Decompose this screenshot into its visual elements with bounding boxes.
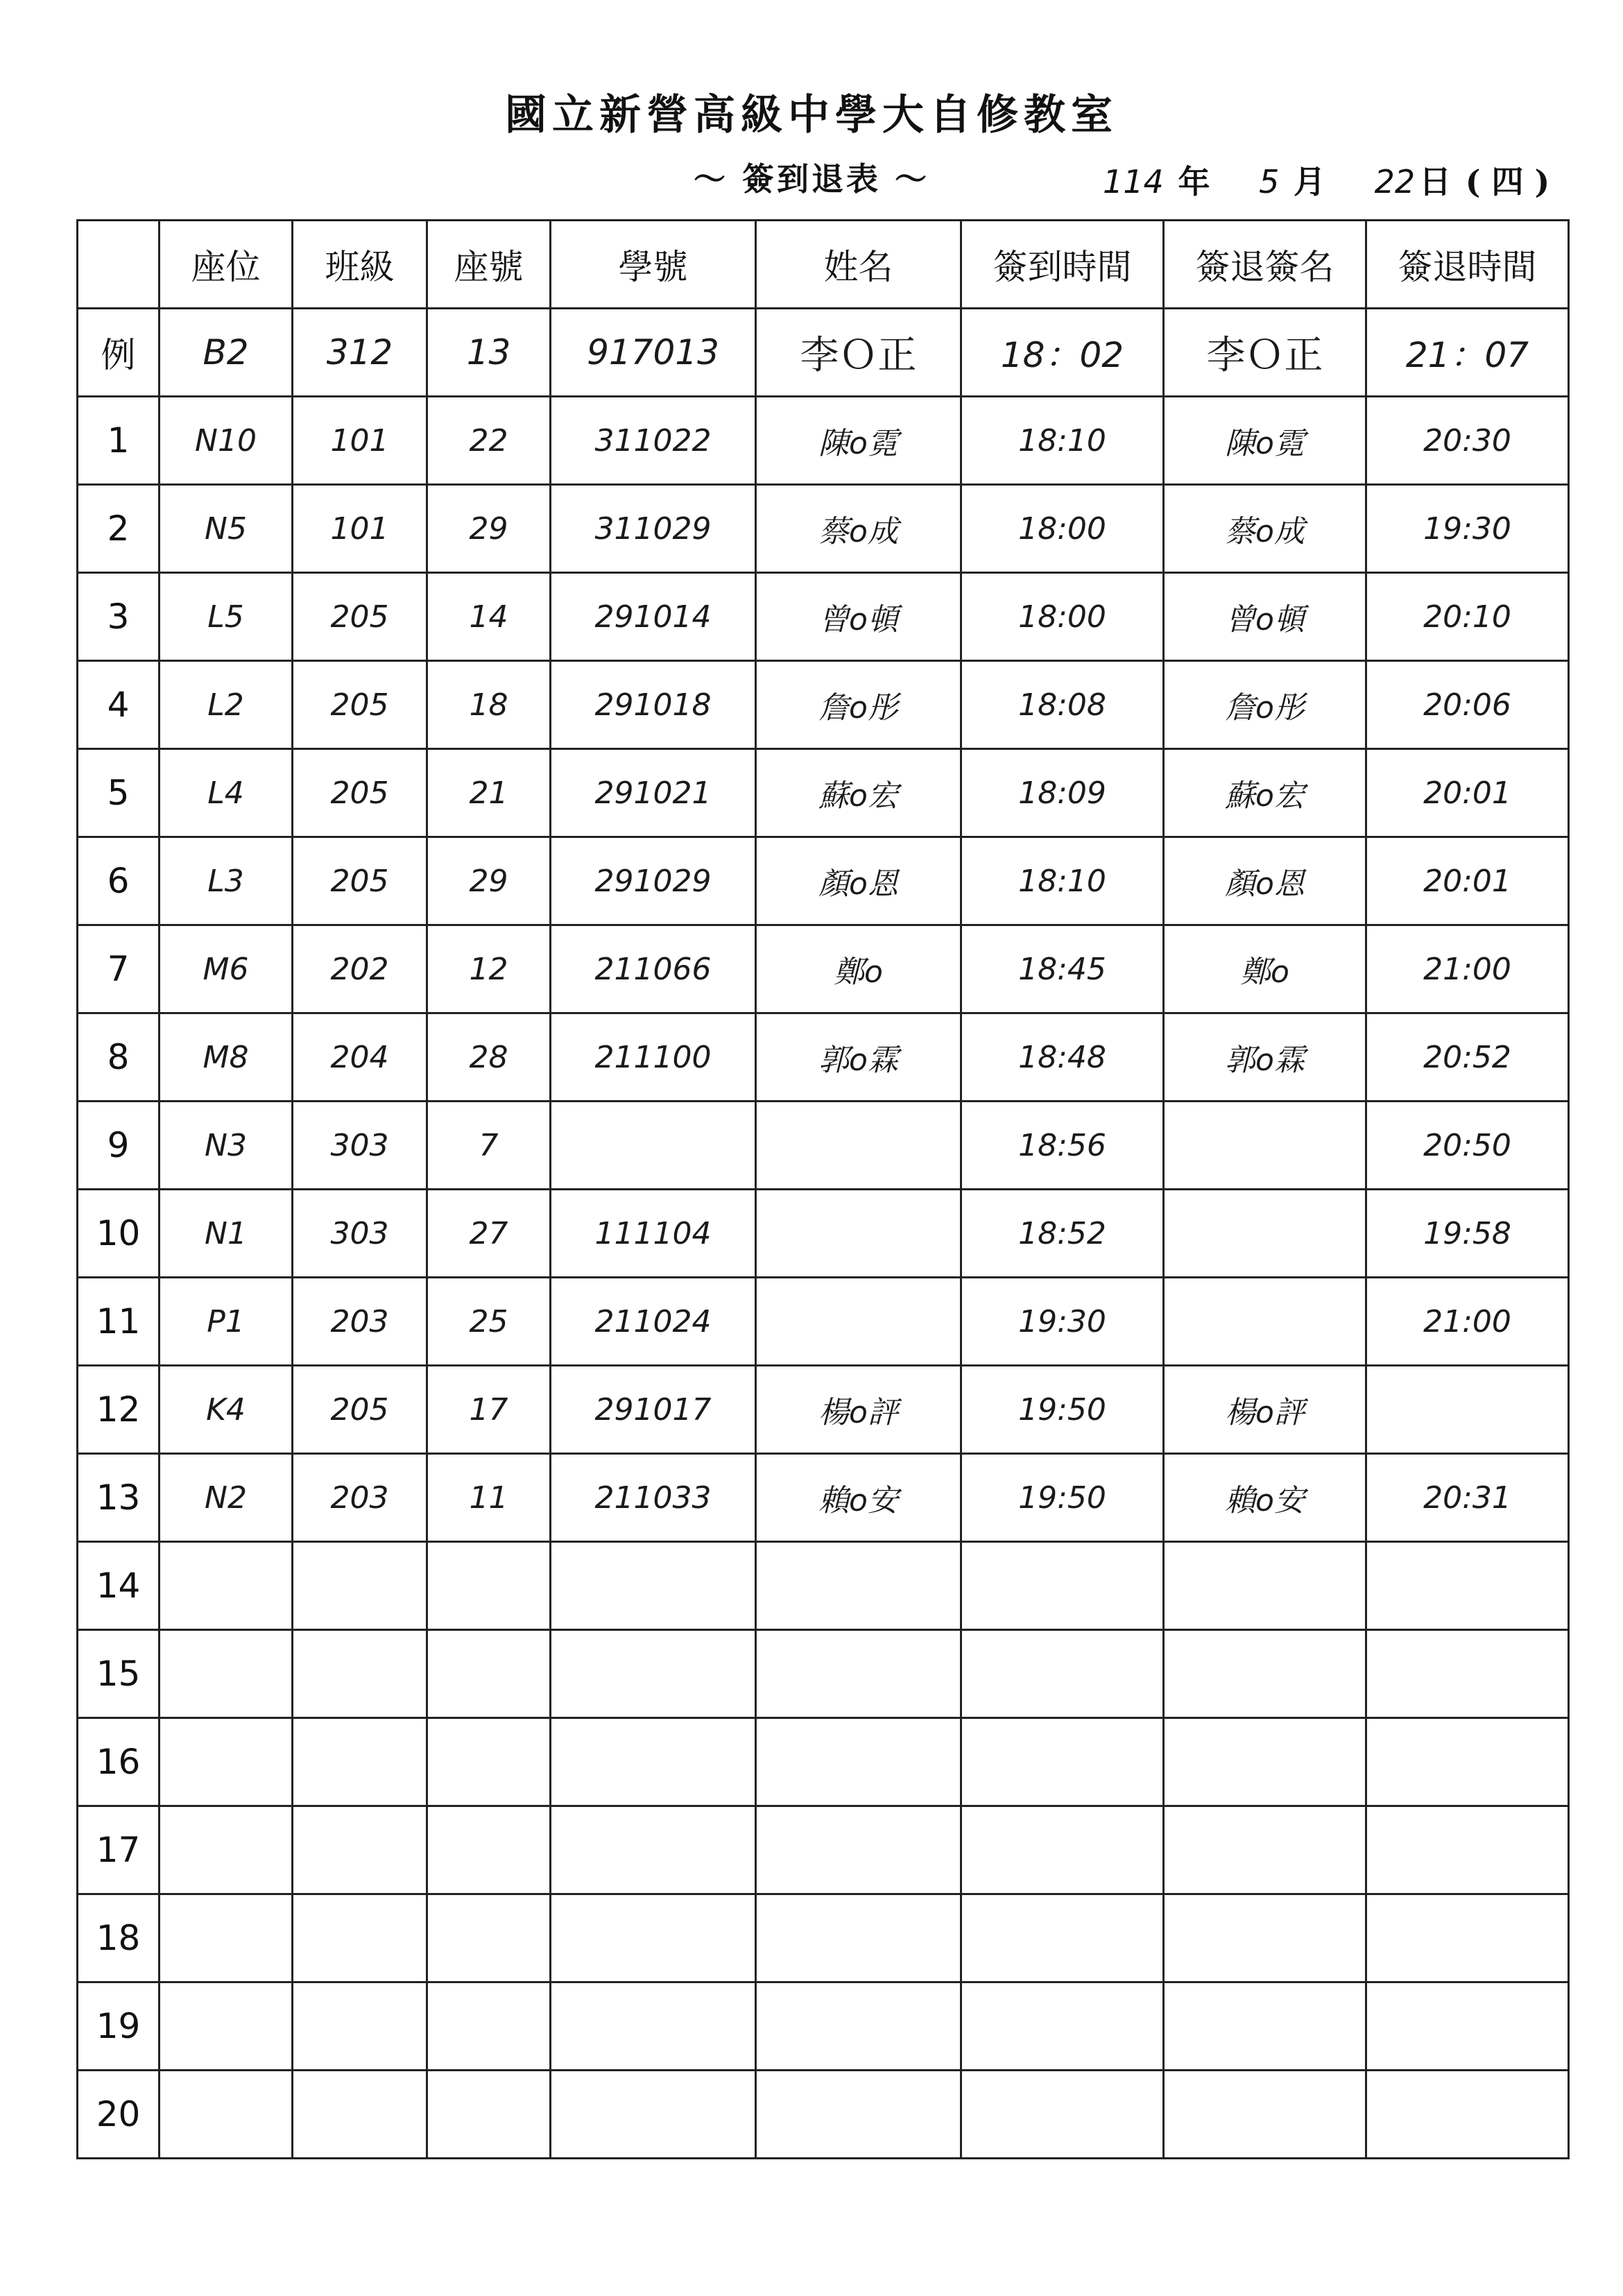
row-index: 1 <box>78 397 160 485</box>
row-signature: 蔡o成 <box>1164 485 1366 573</box>
row-number <box>427 1630 551 1718</box>
row-number: 29 <box>427 485 551 573</box>
row-class: 101 <box>293 485 427 573</box>
row-name <box>756 1718 961 1806</box>
row-checkout <box>1366 1982 1569 2071</box>
row-signature <box>1164 1190 1366 1278</box>
row-student-id: 291017 <box>551 1366 756 1454</box>
row-number: 7 <box>427 1102 551 1190</box>
row-checkout <box>1366 1718 1569 1806</box>
row-signature <box>1164 1982 1366 2071</box>
row-name: 詹o彤 <box>756 661 961 749</box>
row-seat <box>160 2071 293 2159</box>
row-class <box>293 1718 427 1806</box>
row-name <box>756 1542 961 1630</box>
row-checkin <box>961 1630 1164 1718</box>
table-row <box>78 661 1569 749</box>
row-seat <box>160 1542 293 1630</box>
date-day: 22 <box>1374 163 1416 200</box>
row-student-id <box>551 1894 756 1982</box>
row-checkin: 18:08 <box>961 661 1164 749</box>
row-checkin: 18:48 <box>961 1013 1164 1102</box>
row-student-id: 211066 <box>551 925 756 1013</box>
row-checkin: 18:00 <box>961 573 1164 661</box>
row-class: 205 <box>293 837 427 925</box>
row-class: 205 <box>293 1366 427 1454</box>
row-name: 曾o頓 <box>756 573 961 661</box>
row-name <box>756 1806 961 1894</box>
row-signature <box>1164 2071 1366 2159</box>
example-student-id: 917013 <box>551 309 756 397</box>
row-name: 郭o霖 <box>756 1013 961 1102</box>
row-checkin: 19:50 <box>961 1366 1164 1454</box>
table-row <box>78 1806 1569 1894</box>
row-class <box>293 2071 427 2159</box>
row-checkout <box>1366 1894 1569 1982</box>
row-checkin: 18:10 <box>961 837 1164 925</box>
row-checkin <box>961 1542 1164 1630</box>
row-student-id: 291018 <box>551 661 756 749</box>
header-seat: 座位 <box>160 221 293 309</box>
example-seat: B2 <box>160 309 293 397</box>
row-index: 7 <box>78 925 160 1013</box>
row-seat <box>160 1982 293 2071</box>
row-class <box>293 1630 427 1718</box>
row-index: 18 <box>78 1894 160 1982</box>
row-signature: 詹o彤 <box>1164 661 1366 749</box>
header-row <box>78 221 1569 309</box>
row-seat: N3 <box>160 1102 293 1190</box>
row-checkin: 19:30 <box>961 1278 1164 1366</box>
row-checkout: 20:01 <box>1366 837 1569 925</box>
header-checkin-time: 簽到時間 <box>961 221 1164 309</box>
row-number: 17 <box>427 1366 551 1454</box>
row-signature: 蘇o宏 <box>1164 749 1366 837</box>
row-class <box>293 1982 427 2071</box>
row-seat: L5 <box>160 573 293 661</box>
row-class: 203 <box>293 1454 427 1542</box>
row-student-id: 111104 <box>551 1190 756 1278</box>
row-index: 12 <box>78 1366 160 1454</box>
row-class: 202 <box>293 925 427 1013</box>
header-student-id: 學號 <box>551 221 756 309</box>
row-signature <box>1164 1806 1366 1894</box>
table-row <box>78 1102 1569 1190</box>
row-number: 21 <box>427 749 551 837</box>
row-student-id: 311022 <box>551 397 756 485</box>
row-number: 14 <box>427 573 551 661</box>
table-row <box>78 925 1569 1013</box>
row-number <box>427 1982 551 2071</box>
row-checkout: 20:50 <box>1366 1102 1569 1190</box>
row-name: 顏o恩 <box>756 837 961 925</box>
row-number: 27 <box>427 1190 551 1278</box>
row-number: 18 <box>427 661 551 749</box>
row-class: 205 <box>293 573 427 661</box>
row-signature <box>1164 1102 1366 1190</box>
row-index: 6 <box>78 837 160 925</box>
example-row <box>78 309 1569 397</box>
row-checkin <box>961 1982 1164 2071</box>
row-student-id <box>551 1542 756 1630</box>
row-index: 9 <box>78 1102 160 1190</box>
table-row <box>78 749 1569 837</box>
row-index: 20 <box>78 2071 160 2159</box>
row-index: 17 <box>78 1806 160 1894</box>
row-signature: 郭o霖 <box>1164 1013 1366 1102</box>
row-checkout <box>1366 1366 1569 1454</box>
row-name: 賴o安 <box>756 1454 961 1542</box>
row-index: 16 <box>78 1718 160 1806</box>
row-name: 陳o霓 <box>756 397 961 485</box>
row-student-id: 291014 <box>551 573 756 661</box>
table-row <box>78 1542 1569 1630</box>
example-number: 13 <box>427 309 551 397</box>
row-student-id: 211024 <box>551 1278 756 1366</box>
row-number: 25 <box>427 1278 551 1366</box>
row-student-id: 211100 <box>551 1013 756 1102</box>
header-class: 班級 <box>293 221 427 309</box>
row-checkout: 20:52 <box>1366 1013 1569 1102</box>
row-number <box>427 1806 551 1894</box>
row-signature: 陳o霓 <box>1164 397 1366 485</box>
row-checkout: 20:06 <box>1366 661 1569 749</box>
row-class: 205 <box>293 749 427 837</box>
table-row <box>78 1718 1569 1806</box>
row-index: 4 <box>78 661 160 749</box>
row-seat: N1 <box>160 1190 293 1278</box>
row-name <box>756 1190 961 1278</box>
example-checkout: 21：07 <box>1366 309 1569 397</box>
row-number <box>427 2071 551 2159</box>
row-number: 29 <box>427 837 551 925</box>
table-row <box>78 1630 1569 1718</box>
row-number: 28 <box>427 1013 551 1102</box>
row-signature <box>1164 1894 1366 1982</box>
row-seat: K4 <box>160 1366 293 1454</box>
row-checkin <box>961 1718 1164 1806</box>
row-student-id <box>551 1102 756 1190</box>
row-student-id <box>551 1718 756 1806</box>
table-row <box>78 2071 1569 2159</box>
header-number: 座號 <box>427 221 551 309</box>
row-checkout: 20:31 <box>1366 1454 1569 1542</box>
row-checkin: 18:52 <box>961 1190 1164 1278</box>
row-checkin: 18:45 <box>961 925 1164 1013</box>
row-number: 22 <box>427 397 551 485</box>
table-row <box>78 1013 1569 1102</box>
row-seat: M6 <box>160 925 293 1013</box>
row-class: 203 <box>293 1278 427 1366</box>
row-signature: 鄭o <box>1164 925 1366 1013</box>
row-index: 11 <box>78 1278 160 1366</box>
header-checkout-signature: 簽退簽名 <box>1164 221 1366 309</box>
table-row <box>78 397 1569 485</box>
row-checkin: 18:10 <box>961 397 1164 485</box>
table-row <box>78 485 1569 573</box>
row-student-id: 211033 <box>551 1454 756 1542</box>
row-seat <box>160 1894 293 1982</box>
date-year-label: 年 <box>1178 163 1210 200</box>
row-checkout: 20:01 <box>1366 749 1569 837</box>
row-number <box>427 1894 551 1982</box>
table-row <box>78 1278 1569 1366</box>
row-name: 鄭o <box>756 925 961 1013</box>
table-row <box>78 837 1569 925</box>
row-student-id: 291021 <box>551 749 756 837</box>
table-row <box>78 1190 1569 1278</box>
row-checkin <box>961 2071 1164 2159</box>
row-index: 15 <box>78 1630 160 1718</box>
document-subtitle: ～ 簽到退表 ～ <box>694 160 930 198</box>
date-weekday: ( 四 ) <box>1465 163 1550 200</box>
row-name <box>756 1278 961 1366</box>
example-class: 312 <box>293 309 427 397</box>
row-name <box>756 1894 961 1982</box>
row-checkout: 20:30 <box>1366 397 1569 485</box>
row-index: 2 <box>78 485 160 573</box>
row-checkout <box>1366 1630 1569 1718</box>
date-day-label: 日 <box>1419 163 1452 200</box>
row-seat: L2 <box>160 661 293 749</box>
row-class: 204 <box>293 1013 427 1102</box>
row-name: 蔡o成 <box>756 485 961 573</box>
row-checkout <box>1366 1806 1569 1894</box>
row-index: 13 <box>78 1454 160 1542</box>
header-name: 姓名 <box>756 221 961 309</box>
row-name <box>756 1982 961 2071</box>
row-index: 8 <box>78 1013 160 1102</box>
row-index: 5 <box>78 749 160 837</box>
example-checkin: 18：02 <box>961 309 1164 397</box>
row-class <box>293 1894 427 1982</box>
row-seat: L4 <box>160 749 293 837</box>
row-checkin: 18:00 <box>961 485 1164 573</box>
row-seat: N2 <box>160 1454 293 1542</box>
row-number <box>427 1718 551 1806</box>
row-checkout: 21:00 <box>1366 1278 1569 1366</box>
row-seat: N10 <box>160 397 293 485</box>
row-class: 303 <box>293 1190 427 1278</box>
row-number <box>427 1542 551 1630</box>
row-class <box>293 1806 427 1894</box>
row-index: 19 <box>78 1982 160 2071</box>
row-class: 101 <box>293 397 427 485</box>
date-line <box>1103 157 1554 203</box>
table-row <box>78 1982 1569 2071</box>
row-checkin: 18:56 <box>961 1102 1164 1190</box>
row-seat: P1 <box>160 1278 293 1366</box>
row-name: 蘇o宏 <box>756 749 961 837</box>
row-index: 14 <box>78 1542 160 1630</box>
row-student-id: 311029 <box>551 485 756 573</box>
row-student-id: 291029 <box>551 837 756 925</box>
row-signature <box>1164 1278 1366 1366</box>
row-checkout: 20:10 <box>1366 573 1569 661</box>
row-signature: 曾o頓 <box>1164 573 1366 661</box>
row-number: 12 <box>427 925 551 1013</box>
header-index <box>78 221 160 309</box>
row-signature <box>1164 1542 1366 1630</box>
row-number: 11 <box>427 1454 551 1542</box>
row-class <box>293 1542 427 1630</box>
row-class: 205 <box>293 661 427 749</box>
table-row <box>78 573 1569 661</box>
table-row <box>78 1894 1569 1982</box>
row-seat <box>160 1630 293 1718</box>
date-month-label: 月 <box>1293 163 1325 200</box>
date-month: 5 <box>1259 163 1280 200</box>
row-checkin: 19:50 <box>961 1454 1164 1542</box>
date-year: 114 <box>1103 163 1164 200</box>
row-student-id <box>551 1806 756 1894</box>
row-index: 10 <box>78 1190 160 1278</box>
row-checkout <box>1366 1542 1569 1630</box>
row-checkin: 18:09 <box>961 749 1164 837</box>
row-name <box>756 1630 961 1718</box>
example-index: 例 <box>78 309 160 397</box>
row-index: 3 <box>78 573 160 661</box>
row-signature: 楊o評 <box>1164 1366 1366 1454</box>
table-row <box>78 1366 1569 1454</box>
row-checkout: 19:58 <box>1366 1190 1569 1278</box>
row-seat: L3 <box>160 837 293 925</box>
row-checkin <box>961 1894 1164 1982</box>
example-name: 李Ｏ正 <box>756 309 961 397</box>
row-seat: N5 <box>160 485 293 573</box>
row-name <box>756 2071 961 2159</box>
row-signature <box>1164 1630 1366 1718</box>
row-checkout: 21:00 <box>1366 925 1569 1013</box>
row-student-id <box>551 1982 756 2071</box>
row-seat <box>160 1806 293 1894</box>
row-signature: 顏o恩 <box>1164 837 1366 925</box>
document-title: 國立新營高級中學大自修教室 <box>505 91 1118 139</box>
table-row <box>78 1454 1569 1542</box>
row-signature <box>1164 1718 1366 1806</box>
row-checkout: 19:30 <box>1366 485 1569 573</box>
row-student-id <box>551 2071 756 2159</box>
row-class: 303 <box>293 1102 427 1190</box>
row-seat <box>160 1718 293 1806</box>
row-checkin <box>961 1806 1164 1894</box>
header-checkout-time: 簽退時間 <box>1366 221 1569 309</box>
row-signature: 賴o安 <box>1164 1454 1366 1542</box>
row-name: 楊o評 <box>756 1366 961 1454</box>
row-name <box>756 1102 961 1190</box>
row-checkout <box>1366 2071 1569 2159</box>
example-signature: 李Ｏ正 <box>1164 309 1366 397</box>
row-seat: M8 <box>160 1013 293 1102</box>
sign-in-table <box>76 219 1570 2159</box>
row-student-id <box>551 1630 756 1718</box>
